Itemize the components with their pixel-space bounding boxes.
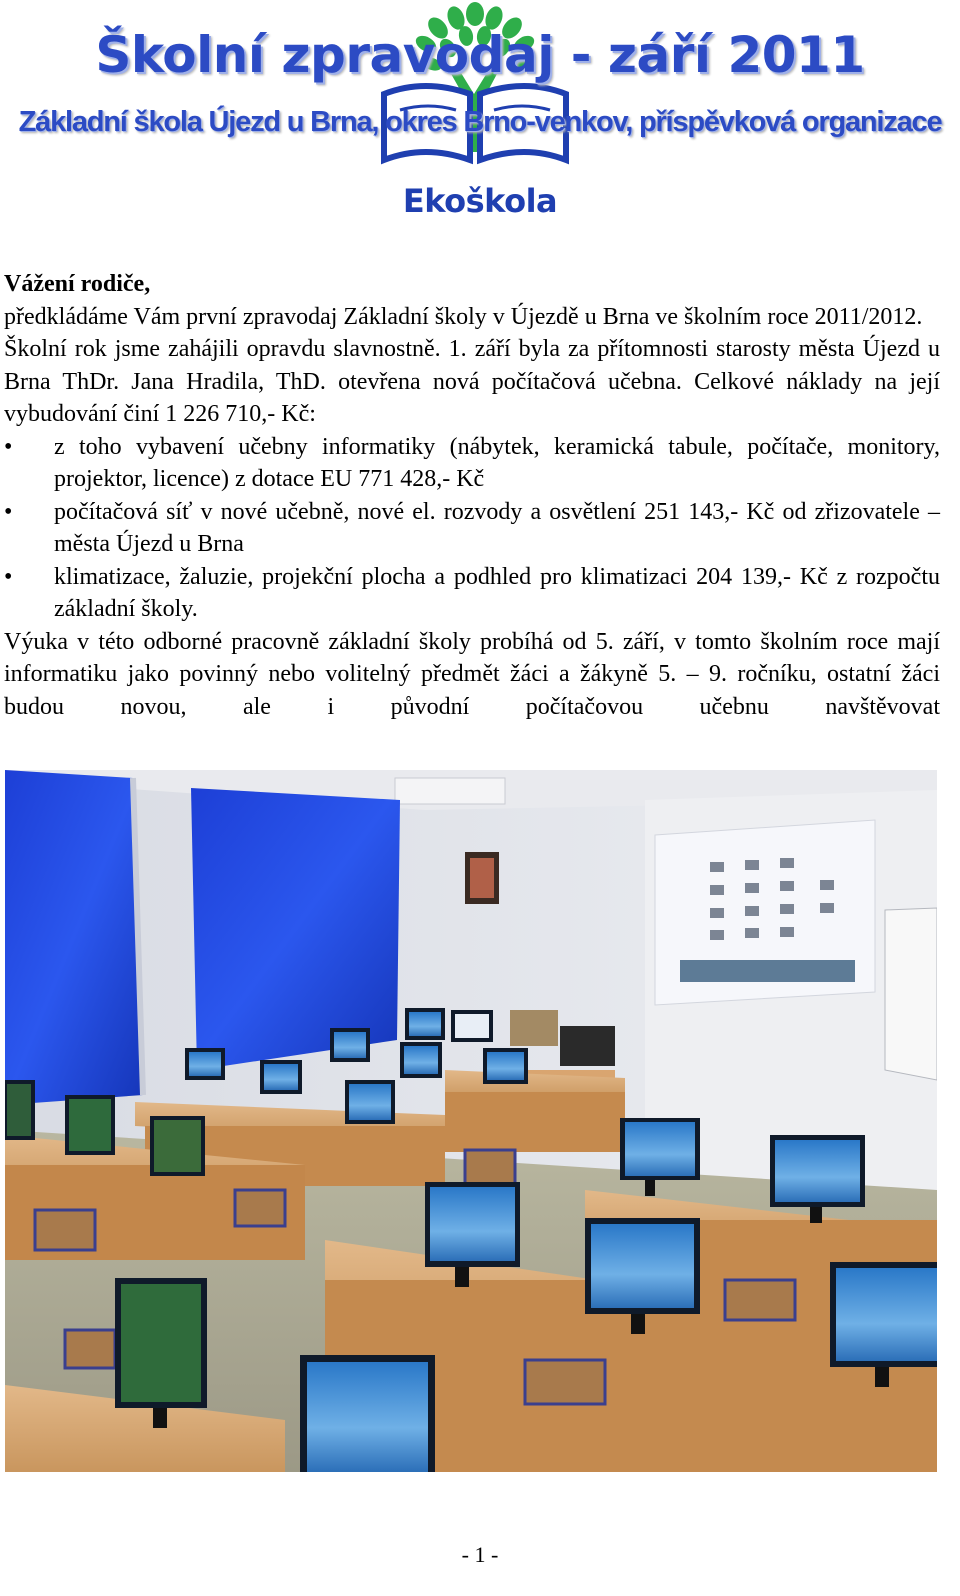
intro-paragraph: předkládáme Vám první zpravodaj Základní školy v Újezdě u Brna ve školním roce 2011/2012. <box>4 303 923 330</box>
letter-body <box>4 268 940 723</box>
newsletter-title: Školní zpravodaj - září 2011 <box>95 26 865 84</box>
classroom-photo <box>5 770 937 1472</box>
page-number: - 1 - <box>461 1542 499 1567</box>
teaching-paragraph: Výuka v této odborné pracovně základní školy probíhá od 5. září, v tomto školním roce mají informatiku jako povinný nebo volitelný předmět žáci a žákyně 5. – 9. ročníku, ostatní žáci budou novou, ale i původní počítačovou učebnu navštěvovat <box>4 628 940 720</box>
cost-item-town: • počítačová síť v nové učebně, nové el. rozvody a osvětlení 251 143,- Kč od zřizovatele – města Újezd u Brna <box>4 496 940 561</box>
cost-item-eu: • z toho vybavení učebny informatiky (nábytek, keramická tabule, počítače, monitory, projektor, licence) z dotace EU 771 428,- Kč <box>4 431 940 496</box>
computer-classroom-image <box>5 770 937 1472</box>
cost-list <box>4 431 940 626</box>
cost-item-school: • klimatizace, žaluzie, projekční plocha a podhled pro klimatizaci 204 139,- Kč z rozpočtu základní školy. <box>4 561 940 626</box>
school-name: Základní škola Újezd u Brna, okres Brno-venkov, příspěvková organizace <box>18 106 942 138</box>
newsletter-header <box>0 0 960 230</box>
greeting: Vážení rodiče, <box>4 271 151 297</box>
opening-paragraph: Školní rok jsme zahájili opravdu slavnostně. 1. září byla za přítomnosti starosty města Újezd u Brna ThDr. Jana Hradila, ThD. otevřena nová počítačová učebna. Celkové náklady na její vybudování činí 1 226 710,- Kč: <box>4 336 940 427</box>
eco-school-label: Ekoškola <box>402 182 558 220</box>
